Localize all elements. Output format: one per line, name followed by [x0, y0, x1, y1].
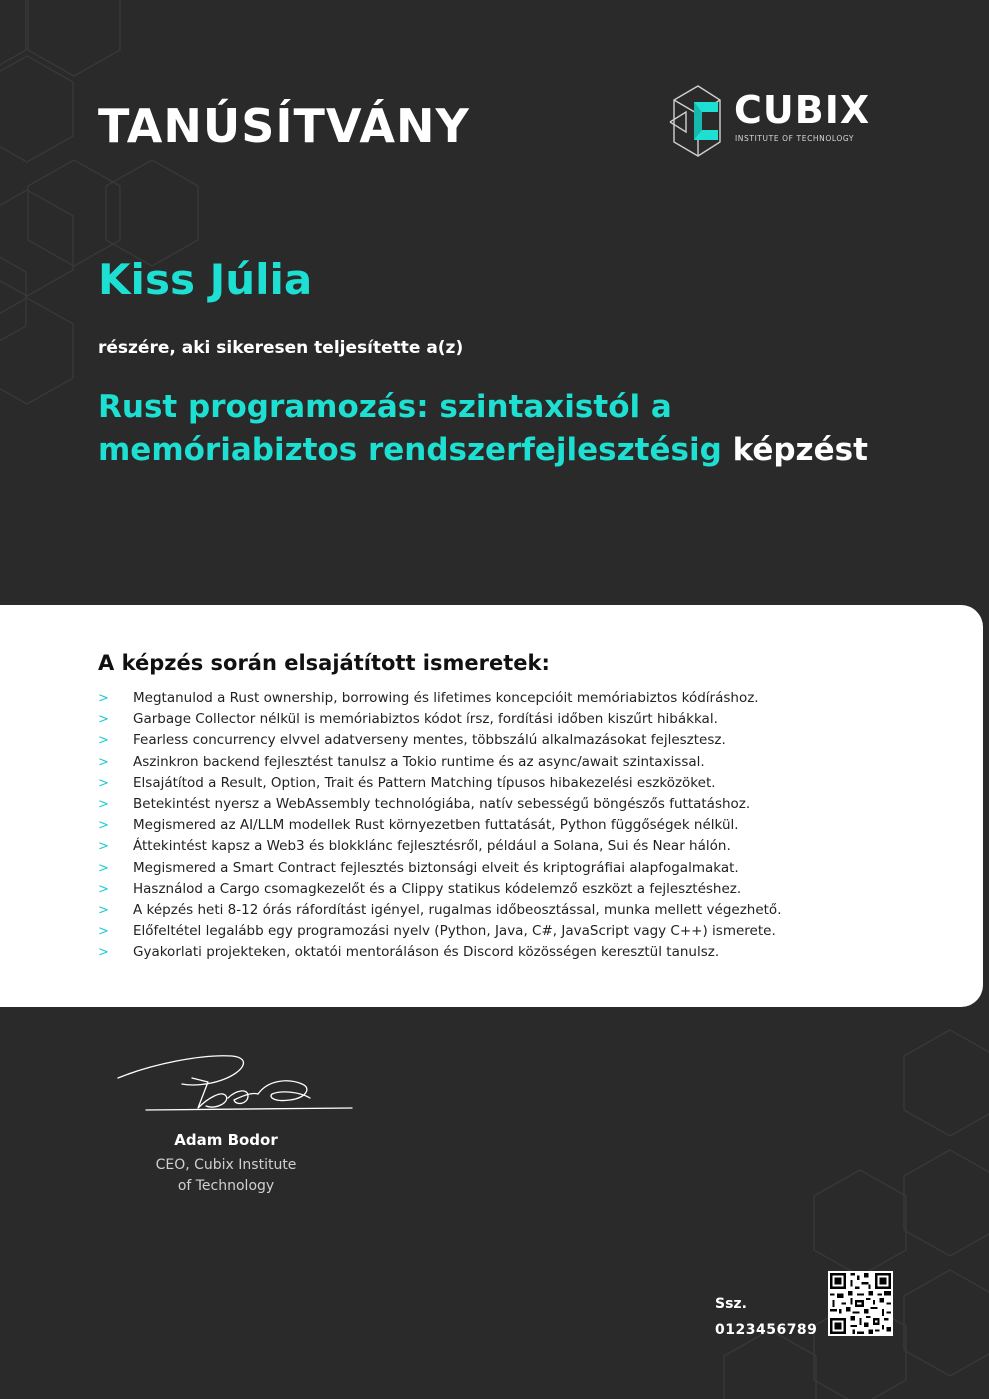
- bullet-arrow-icon: >: [98, 712, 109, 728]
- list-item: [98, 709, 781, 730]
- list-item: [98, 773, 781, 794]
- serial-number-value: 0123456789: [715, 1322, 818, 1338]
- skill-text: Gyakorlati projekteken, oktatói mentoráláson és Discord közösségen keresztül tanulsz.: [133, 944, 720, 961]
- bullet-arrow-icon: >: [98, 945, 109, 961]
- course-name: Rust programozás: szintaxistól a memóriabiztos rendszerfejlesztésig: [98, 389, 722, 468]
- list-item: [98, 858, 781, 879]
- bullet-arrow-icon: >: [98, 733, 109, 749]
- list-item: [98, 752, 781, 773]
- bullet-arrow-icon: >: [98, 775, 109, 791]
- list-item: [98, 921, 781, 942]
- bullet-arrow-icon: >: [98, 924, 109, 940]
- signer-name: Adam Bodor: [174, 1131, 278, 1149]
- list-item: [98, 730, 781, 751]
- list-item: [98, 836, 781, 857]
- bullet-arrow-icon: >: [98, 754, 109, 770]
- list-item: [98, 900, 781, 921]
- skill-text: Megtanulod a Rust ownership, borrowing és lifetimes koncepcióit memóriabiztos kódíráshoz.: [133, 690, 759, 706]
- cubix-cube-logo-icon: [668, 82, 726, 160]
- skill-text: Garbage Collector nélkül is memóriabiztos kódot írsz, fordítási időben kiszűrt hibákkal.: [133, 711, 718, 728]
- list-item: [98, 688, 781, 709]
- skill-text: Megismered az AI/LLM modellek Rust környezetben futtatását, Python függőségek nélkül.: [133, 817, 739, 834]
- signer-role: [126, 1155, 326, 1197]
- skill-text: Aszinkron backend fejlesztést tanulsz a Tokio runtime és az async/await szintaxissal.: [133, 753, 705, 770]
- skills-list: [98, 688, 781, 963]
- qr-code-icon: [828, 1271, 893, 1336]
- skill-text: Betekintést nyersz a WebAssembly technológiába, natív sebességű böngészős futtatáshoz.: [133, 795, 751, 812]
- bullet-arrow-icon: >: [98, 818, 109, 834]
- list-item: [98, 942, 781, 963]
- bullet-arrow-icon: >: [98, 839, 109, 855]
- skill-text: Megismered a Smart Contract fejlesztés biztonsági elveit és kriptográfiai alapfogalmakat.: [133, 859, 739, 876]
- skill-text: Előfeltétel legalább egy programozási nyelv (Python, Java, C#, JavaScript vagy C++) ismerete.: [133, 923, 776, 940]
- logo-tagline: INSTITUTE OF TECHNOLOGY: [735, 134, 855, 143]
- bullet-arrow-icon: >: [98, 902, 109, 918]
- completion-statement: részére, aki sikeresen teljesítette a(z): [98, 338, 464, 358]
- course-title: [98, 386, 918, 472]
- skill-text: A képzés heti 8-12 órás ráfordítást igényel, rugalmas időbeosztással, munka mellett végezhető.: [133, 901, 782, 918]
- serial-number-label: Ssz.: [715, 1296, 747, 1312]
- list-item: [98, 879, 781, 900]
- signer-role-line1: CEO, Cubix Institute: [155, 1157, 297, 1173]
- recipient-name: Kiss Júlia: [98, 255, 313, 304]
- skill-text: Használod a Cargo csomagkezelőt és a Clippy statikus kódelemző eszközt a fejlesztéshez.: [133, 880, 742, 897]
- list-item: [98, 794, 781, 815]
- skills-heading: A képzés során elsajátított ismeretek:: [98, 651, 550, 675]
- skill-text: Áttekintést kapsz a Web3 és blokklánc fejlesztésről, például a Solana, Sui és Near hálón.: [133, 838, 731, 855]
- course-suffix: képzést: [732, 432, 868, 468]
- list-item: [98, 815, 781, 836]
- skill-text: Elsajátítod a Result, Option, Trait és Pattern Matching típusos hibakezelési eszközöket.: [133, 774, 716, 791]
- cubix-logo: [668, 82, 878, 162]
- certificate-title: TANÚSÍTVÁNY: [98, 99, 470, 153]
- bullet-arrow-icon: >: [98, 796, 109, 812]
- bullet-arrow-icon: >: [98, 860, 109, 876]
- bullet-arrow-icon: >: [98, 881, 109, 897]
- skill-text: Fearless concurrency elvvel adatverseny mentes, többszálú alkalmazásokat fejlesztesz.: [133, 732, 726, 749]
- handwritten-signature: [112, 1050, 362, 1120]
- signer-role-line2: of Technology: [177, 1178, 275, 1194]
- bullet-arrow-icon: >: [98, 691, 109, 706]
- logo-wordmark: CUBIX: [734, 88, 871, 132]
